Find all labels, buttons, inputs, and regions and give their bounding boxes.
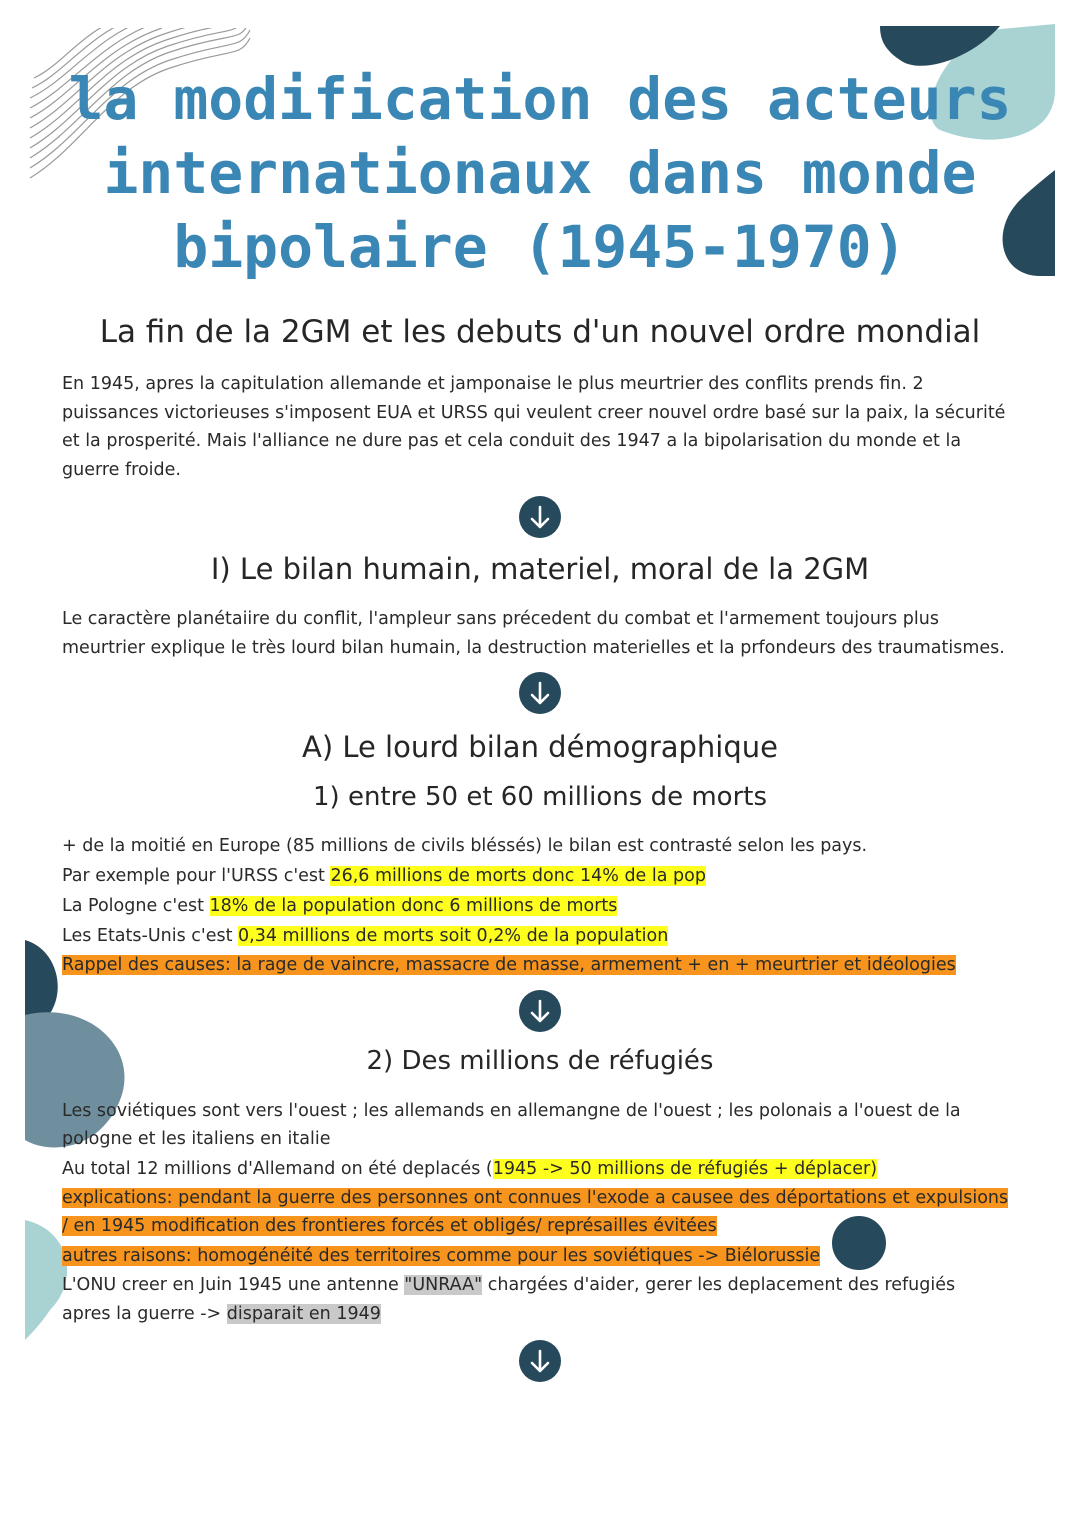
- highlight-orange: autres raisons: homogénéité des territoires comme pour les soviétiques -> Biélorussie: [62, 1246, 821, 1266]
- highlight-orange: / en 1945 modification des frontieres forcés et obligés/ représailles évitées: [62, 1216, 717, 1236]
- dark-dot-decoration: [832, 1216, 886, 1270]
- page-title: la modification des acteurs internationaux dans monde bipolaire (1945-1970): [68, 65, 1012, 281]
- highlight-gray: "UNRAA": [404, 1275, 483, 1295]
- partA-heading: A) Le lourd bilan démographique: [301, 730, 778, 764]
- arrow-down-circle-icon: [519, 496, 561, 538]
- highlight-yellow: 1945 -> 50 millions de réfugiés + déplacer): [492, 1159, 878, 1179]
- intro-heading: La fin de la 2GM et les debuts d'un nouvel ordre mondial: [99, 314, 981, 350]
- text: Au total 12 millions d'Allemand on été deplacés (: [62, 1159, 493, 1179]
- sub2-line-6: [62, 1242, 820, 1271]
- sub2-line-2: [62, 1125, 330, 1154]
- text: apres la guerre ->: [62, 1304, 227, 1324]
- highlight-orange: Rappel des causes: la rage de vaincre, massacre de masse, armement + en + meurtrier et idéologies: [62, 955, 956, 975]
- sub1-line-3: [62, 892, 617, 921]
- part1-heading: I) Le bilan humain, materiel, moral de la 2GM: [210, 552, 870, 586]
- intro-paragraph: En 1945, apres la capitulation allemande et jamponaise le plus meurtrier des conflits prends fin. 2 puissances victorieuses s'imposent EUA et URSS qui veulent creer nouvel ordre basé sur la paix, la sécurité et la prosperité. Mais l'alliance ne dure pas et cela conduit des 1947 a la bipolarisation du monde et la guerre froide.: [62, 374, 1006, 480]
- arrow-down-circle-icon: [519, 672, 561, 714]
- text: L'ONU creer en Juin 1945 une antenne: [62, 1275, 405, 1295]
- text: + de la moitié en Europe (85 millions de civils bléssés) le bilan est contrasté selon les pays.: [62, 836, 868, 856]
- sub1-line-4: [62, 922, 668, 951]
- sub2-line-4: [62, 1184, 1008, 1213]
- sub2-line-7: [62, 1271, 955, 1300]
- highlight-gray: disparait en 1949: [226, 1304, 381, 1324]
- sub2-line-3: [62, 1155, 877, 1184]
- text: Par exemple pour l'URSS c'est: [62, 866, 331, 886]
- part1-paragraph: Le caractère planétaiire du conflit, l'ampleur sans précedent du combat et l'armement toujours plus meurtrier explique le très lourd bilan humain, la destruction materielles et la prfondeurs des traumatismes.: [62, 609, 1005, 658]
- highlight-orange: explications: pendant la guerre des personnes ont connues l'exode a causee des déportations et expulsions: [62, 1188, 1009, 1208]
- text: chargées d'aider, gerer les deplacement des refugiés: [482, 1275, 956, 1295]
- sub1-line-2: [62, 862, 706, 891]
- arrow-down-circle-icon: [519, 1340, 561, 1382]
- sub2-line-8: [62, 1300, 381, 1329]
- text: Les Etats-Unis c'est: [62, 926, 239, 946]
- sub2-heading: 2) Des millions de réfugiés: [366, 1046, 714, 1076]
- highlight-yellow: 18% de la population donc 6 millions de morts: [209, 896, 618, 916]
- text: La Pologne c'est: [62, 896, 210, 916]
- arrow-down-circle-icon: [519, 990, 561, 1032]
- sub2-line-5: [62, 1212, 717, 1241]
- text: Les soviétiques sont vers l'ouest ; les allemands en allemangne de l'ouest ; les polonais a l'ouest de la: [62, 1101, 961, 1121]
- sub1-heading: 1) entre 50 et 60 millions de morts: [313, 782, 767, 812]
- text: pologne et les italiens en italie: [62, 1129, 331, 1149]
- highlight-yellow: 0,34 millions de morts soit 0,2% de la population: [238, 926, 669, 946]
- sub1-line-5: [62, 951, 956, 980]
- sub1-line-1: [62, 832, 867, 861]
- sub2-line-1: [62, 1097, 961, 1126]
- highlight-yellow: 26,6 millions de morts donc 14% de la pop: [330, 866, 706, 886]
